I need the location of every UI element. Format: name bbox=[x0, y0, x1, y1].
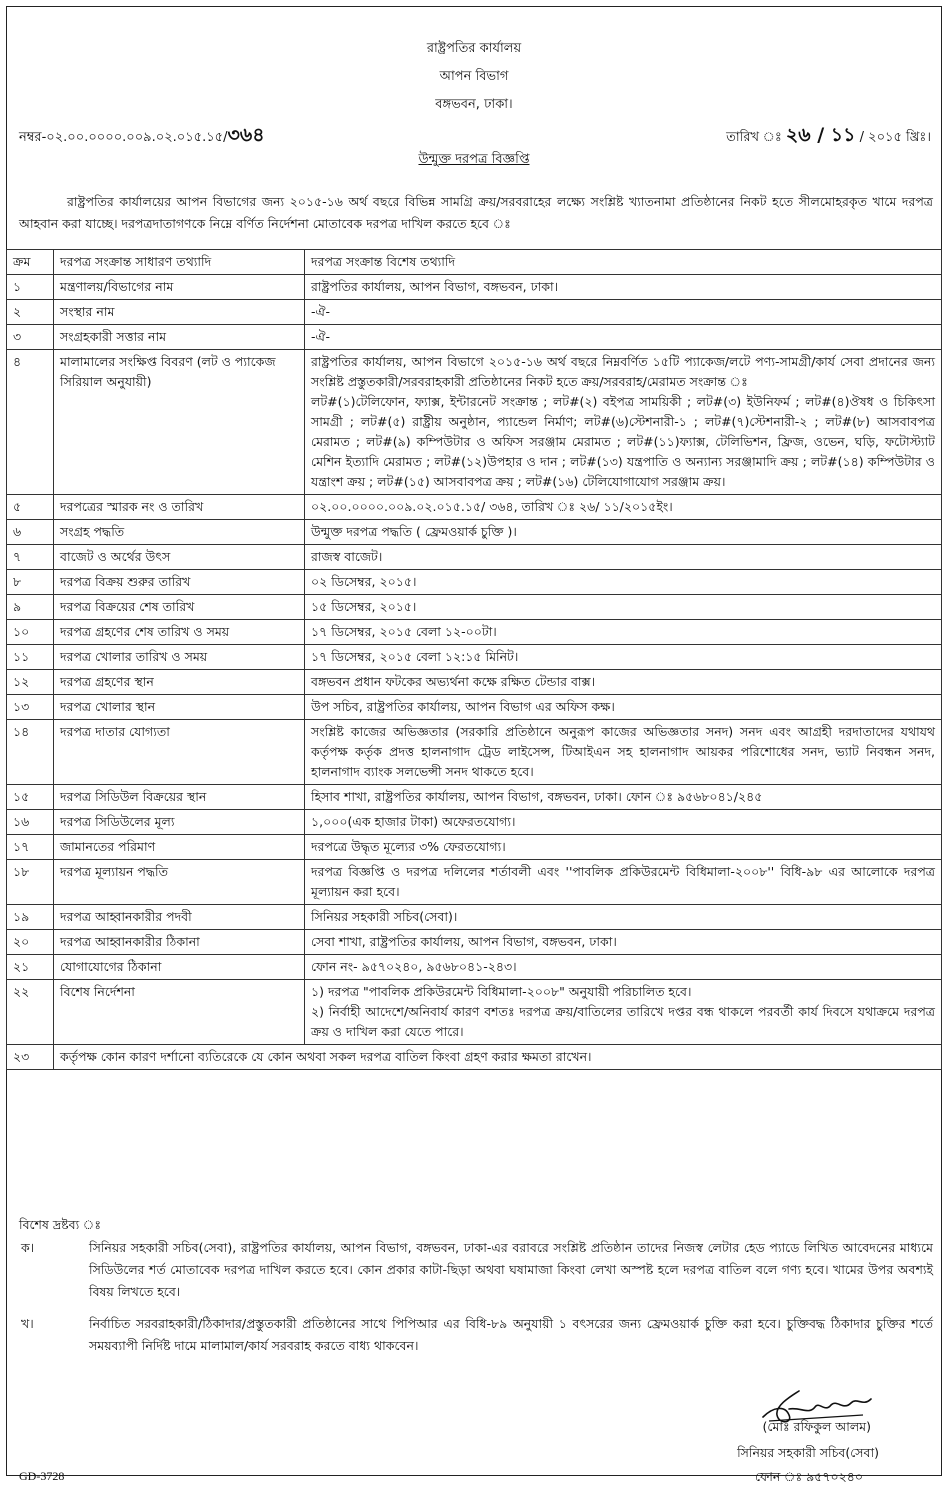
row-key: বাজেট ও অর্থের উৎস bbox=[54, 545, 305, 570]
table-row bbox=[7, 810, 942, 835]
table-row bbox=[7, 955, 942, 980]
table-row bbox=[7, 980, 942, 1045]
row-serial: ৬ bbox=[7, 520, 54, 545]
row-key: দরপত্র বিক্রয়ের শেষ তারিখ bbox=[54, 595, 305, 620]
signatory-name: (মোঃ রফিকুল আলম) bbox=[762, 1419, 871, 1434]
note-label: খ। bbox=[21, 1316, 34, 1331]
row-serial: ১২ bbox=[7, 670, 54, 695]
row-key: দরপত্র খোলার তারিখ ও সময় bbox=[54, 645, 305, 670]
table-row bbox=[7, 325, 942, 350]
table-row bbox=[7, 670, 942, 695]
row-key: মন্ত্রণালয়/বিভাগের নাম bbox=[54, 275, 305, 300]
lots-list: লট#(১)টেলিফোন, ফ্যাক্স, ইন্টারনেট সংক্রান্ত ; লট#(২) বইপত্র সাময়িকী ; লট#(৩) ইউনিফর্ম ; লট#(৪)ঔষধ ও চিকিৎসা সামগ্রী ; লট#(৫) রাষ্ট্রীয় অনুষ্ঠান, প্যান্ডেল নির্মাণ; লট#(৬)স্টেশনারী-১ ; লট#(৭)স্টেশনারী-২ ; লট#(৮) আসবাবপত্র মেরামত ; লট#(৯) কম্পিউটার ও অফিস সরঞ্জাম মেরামত ; লট#(১১)ফ্যাক্স, টেলিভিশন, ফ্রিজ, ওভেন, ঘড়ি, ফটোস্ট্যাট মেশিন ইত্যাদি মেরামত ; লট#(১২)উপহার ও দান ; লট#(১৩) যন্ত্রপাতি ও অন্যান্য সরঞ্জামাদি ক্রয় ; লট#(১৪) কম্পিউটার ও যন্ত্রাংশ ক্রয় ; লট#(১৫) আসবাবপত্র ক্রয় ; লট#(১৬) টেলিযোগাযোগ সরঞ্জাম ক্রয়। bbox=[311, 394, 935, 489]
row-serial: ২০ bbox=[7, 930, 54, 955]
memo-number bbox=[19, 121, 265, 153]
row-key: জামানতের পরিমাণ bbox=[54, 835, 305, 860]
note-text: সিনিয়র সহকারী সচিব(সেবা), রাষ্ট্রপতির কার্যালয়, আপন বিভাগ, বঙ্গভবন, ঢাকা-এর বরাবরে সংশ্লিষ্ট প্রতিষ্ঠান তাদের নিজস্ব লেটার হেড প্যাডে লিখিত আবেদনের মাধ্যমে সিডিউলের শর্ত মোতাবেক দরপত্র দাখিল করতে হবে। কোন প্রকার কাটা-ছিড়া অথবা ঘষামাজা কিংবা লেখা অস্পষ্ট হলে দরপত্র বাতিল বলে গণ্য হবে। খামের উপর অবশ্যই বিষয় লিখতে হবে। bbox=[89, 1240, 933, 1299]
row-serial: ৪ bbox=[7, 350, 54, 495]
row-key: দরপত্র দাতার যোগ্যতা bbox=[54, 720, 305, 785]
row-serial: ৫ bbox=[7, 495, 54, 520]
row-value: -ঐ- bbox=[305, 325, 942, 350]
table-row bbox=[7, 545, 942, 570]
special-note-kha bbox=[19, 1313, 933, 1357]
special-instruction-1: ১) দরপত্র "পাবলিক প্রকিউরমেন্ট বিধিমালা-২০০৮" অনুযায়ী পরিচালিত হবে। bbox=[311, 984, 692, 999]
row-value: কর্তৃপক্ষ কোন কারণ দর্শানো ব্যতিরেকে যে কোন অথবা সকল দরপত্র বাতিল কিংবা গ্রহণ করার ক্ষমতা রাখেন। bbox=[54, 1045, 942, 1070]
memo-handwritten-number: ৩৬৪ bbox=[227, 124, 265, 146]
special-note-ka bbox=[19, 1237, 933, 1303]
row-serial: ৭ bbox=[7, 545, 54, 570]
row-value: সংশ্লিষ্ট কাজের অভিজ্ঞতার (সরকারি প্রতিষ্ঠানে অনুরূপ কাজের অভিজ্ঞতার সনদ) সনদ এবং আগ্রহী দরদাতাদের যথাযথ কর্তৃপক্ষ কর্তৃক প্রদত্ত হালনাগাদ ট্রেড লাইসেন্স, টিআইএন সহ হালনাগাদ আয়কর পরিশোধের সনদ, ভ্যাট নিবন্ধন সনদ, হালনাগাদ ব্যাংক সলভেন্সী সনদ থাকতে হবে। bbox=[305, 720, 942, 785]
row-value: হিসাব শাখা, রাষ্ট্রপতির কার্যালয়, আপন বিভাগ, বঙ্গভবন, ঢাকা। ফোন ঃ ৯৫৬৮০৪১/২৪৫ bbox=[305, 785, 942, 810]
row-value bbox=[305, 980, 942, 1045]
office-address: বঙ্গভবন, ঢাকা। bbox=[435, 97, 513, 112]
row-key: দরপত্রের স্মারক নং ও তারিখ bbox=[54, 495, 305, 520]
row-key: দরপত্র খোলার স্থান bbox=[54, 695, 305, 720]
row-value: ১৫ ডিসেম্বর, ২০১৫। bbox=[305, 595, 942, 620]
special-notes-title: বিশেষ দ্রষ্টব্য ঃ bbox=[19, 1217, 102, 1232]
row-key: দরপত্র আহ্বানকারীর পদবী bbox=[54, 905, 305, 930]
table-row bbox=[7, 645, 942, 670]
row-value: ০২ ডিসেম্বর, ২০১৫। bbox=[305, 570, 942, 595]
row-key: সংস্থার নাম bbox=[54, 300, 305, 325]
row-key: সংগ্রহ পদ্ধতি bbox=[54, 520, 305, 545]
table-row bbox=[7, 520, 942, 545]
row-key: দরপত্র আহ্বানকারীর ঠিকানা bbox=[54, 930, 305, 955]
document-code: GD-3728 bbox=[19, 1469, 65, 1483]
office-name: রাষ্ট্রপতির কার্যালয় bbox=[426, 41, 522, 56]
tender-info-table bbox=[6, 249, 942, 1070]
row-key: দরপত্র গ্রহণের স্থান bbox=[54, 670, 305, 695]
row-serial: ৮ bbox=[7, 570, 54, 595]
row-key: দরপত্র সিডিউল বিক্রয়ের স্থান bbox=[54, 785, 305, 810]
row-serial: ১৮ bbox=[7, 860, 54, 905]
division-name: আপন বিভাগ bbox=[439, 69, 509, 84]
row-value: রাজস্ব বাজেট। bbox=[305, 545, 942, 570]
header-general-info: দরপত্র সংক্রান্ত সাধারণ তথ্যাদি bbox=[54, 250, 305, 275]
row-key: মালামালের সংক্ষিপ্ত বিবরণ (লট ও প্যাকেজ সিরিয়াল অনুযায়ী) bbox=[54, 350, 305, 495]
row-serial: ২১ bbox=[7, 955, 54, 980]
row-value: বঙ্গভবন প্রধান ফটকের অভ্যর্থনা কক্ষে রক্ষিত টেন্ডার বাক্স। bbox=[305, 670, 942, 695]
notice-page bbox=[6, 6, 942, 1484]
date-suffix: / ২০১৫ খ্রিঃ। bbox=[859, 130, 931, 145]
row-serial: ১৪ bbox=[7, 720, 54, 785]
table-row bbox=[7, 570, 942, 595]
row-serial: ১৭ bbox=[7, 835, 54, 860]
row-value: উপ সচিব, রাষ্ট্রপতির কার্যালয়, আপন বিভাগ এর অফিস কক্ষ। bbox=[305, 695, 942, 720]
table-row bbox=[7, 275, 942, 300]
row-serial: ১১ bbox=[7, 645, 54, 670]
table-row bbox=[7, 300, 942, 325]
table-row-authority bbox=[7, 1045, 942, 1070]
table-row bbox=[7, 495, 942, 520]
row-value: ফোন নং- ৯৫৭০২৪০, ৯৫৬৮০৪১-২৪৩। bbox=[305, 955, 942, 980]
row-value: দরপত্র বিজ্ঞপ্তি ও দরপত্র দলিলের শর্তাবলী এবং ''পাবলিক প্রকিউরমেন্ট বিধিমালা-২০০৮'' বিধি-৯৮ এর আলোকে দরপত্র মূল্যায়ন করা হবে। bbox=[305, 860, 942, 905]
table-header-row bbox=[7, 250, 942, 275]
row-key: দরপত্র গ্রহণের শেষ তারিখ ও সময় bbox=[54, 620, 305, 645]
row-value: -ঐ- bbox=[305, 300, 942, 325]
row-key: দরপত্র সিডিউলের মূল্য bbox=[54, 810, 305, 835]
row-serial: ২৩ bbox=[7, 1045, 54, 1070]
row-key: দরপত্র বিক্রয় শুরুর তারিখ bbox=[54, 570, 305, 595]
note-text: নির্বাচিত সরবরাহকারী/ঠিকাদার/প্রস্তুতকারী প্রতিষ্ঠানের সাথে পিপিআর এর বিধি-৮৯ অনুযায়ী ১ বৎসরের জন্য ফ্রেমওয়ার্ক চুক্তি করা হবে। চুক্তিবদ্ধ ঠিকাদার চুক্তির শর্তে সময়ব্যাপী নির্দিষ্ট দামে মালামাল/কার্য সরবরাহ করতে বাধ্য থাকবেন। bbox=[89, 1316, 933, 1353]
special-instruction-2: ২) নির্বাহী আদেশে/অনিবার্য কারণ বশতঃ দরপত্র ক্রয়/বাতিলের তারিখে দপ্তর বন্ধ থাকলে পরবর্তী কার্য দিবসে যথাক্রমে দরপত্র ক্রয় ও দাখিল করা যেতে পারে। bbox=[311, 1004, 935, 1039]
row-value: দরপত্রে উদ্ধৃত মূল্যের ৩% ফেরতযোগ্য। bbox=[305, 835, 942, 860]
table-row bbox=[7, 835, 942, 860]
lots-intro: রাষ্ট্রপতির কার্যালয়, আপন বিভাগে ২০১৫-১৬ অর্থ বছরে নিম্নবর্ণিত ১৫টি প্যাকেজ/লটে পণ্য-সামগ্রী/কার্য সেবা প্রদানের জন্য সংশ্লিষ্ট প্রস্তুতকারী/সরবরাহকারী প্রতিষ্ঠানের নিকট হতে ক্রয়/সরবরাহ/মেরামত সংক্রান্ত ঃ bbox=[311, 354, 935, 389]
row-value: ১,০০০(এক হাজার টাকা) অফেরতযোগ্য। bbox=[305, 810, 942, 835]
table-row bbox=[7, 930, 942, 955]
row-value: রাষ্ট্রপতির কার্যালয়, আপন বিভাগ, বঙ্গভবন, ঢাকা। bbox=[305, 275, 942, 300]
row-value: ১৭ ডিসেম্বর, ২০১৫ বেলা ১২-০০টা। bbox=[305, 620, 942, 645]
row-serial: ১৫ bbox=[7, 785, 54, 810]
table-row bbox=[7, 785, 942, 810]
table-row bbox=[7, 905, 942, 930]
row-serial: ১৩ bbox=[7, 695, 54, 720]
row-key: বিশেষ নির্দেশনা bbox=[54, 980, 305, 1045]
table-row bbox=[7, 350, 942, 495]
row-serial: ২২ bbox=[7, 980, 54, 1045]
note-label: ক। bbox=[21, 1240, 35, 1255]
table-row bbox=[7, 595, 942, 620]
signatory-phone: ফোন ঃ ৯৫৭০২৪০ bbox=[755, 1469, 863, 1484]
date-handwritten: ২৬ / ১১ bbox=[785, 124, 856, 146]
header-special-info: দরপত্র সংক্রান্ত বিশেষ তথ্যাদি bbox=[305, 250, 942, 275]
row-serial: ৩ bbox=[7, 325, 54, 350]
row-serial: ১৯ bbox=[7, 905, 54, 930]
row-serial: ৯ bbox=[7, 595, 54, 620]
signatory-designation: সিনিয়র সহকারী সচিব(সেবা) bbox=[737, 1445, 879, 1460]
notice-title: উন্মুক্ত দরপত্র বিজ্ঞপ্তি bbox=[418, 152, 530, 167]
header-serial: ক্রম bbox=[7, 250, 54, 275]
row-key: যোগাযোগের ঠিকানা bbox=[54, 955, 305, 980]
intro-paragraph: রাষ্ট্রপতির কার্যালয়ের আপন বিভাগের জন্য ২০১৫-১৬ অর্থ বছরে বিভিন্ন সামগ্রি ক্রয়/সরবরাহের লক্ষ্যে সংশ্লিষ্ট খ্যাতনামা প্রতিষ্ঠানের নিকট হতে সীলমোহরকৃত খামে দরপত্র আহবান করা যাচ্ছে। দরপত্রদাতাগণকে নিম্নে বর্ণিত নির্দেশনা মোতাবেক দরপত্র দাখিল করতে হবে ঃ bbox=[19, 194, 933, 231]
row-value: সিনিয়র সহকারী সচিব(সেবা)। bbox=[305, 905, 942, 930]
memo-prefix: নম্বর-০২.০০.০০০০.০০৯.০২.০১৫.১৫/ bbox=[19, 130, 228, 145]
row-value: উন্মুক্ত দরপত্র পদ্ধতি ( ফ্রেমওয়ার্ক চুক্তি )। bbox=[305, 520, 942, 545]
table-row bbox=[7, 695, 942, 720]
row-serial: ১০ bbox=[7, 620, 54, 645]
row-value: ১৭ ডিসেম্বর, ২০১৫ বেলা ১২:১৫ মিনিট। bbox=[305, 645, 942, 670]
row-value bbox=[305, 350, 942, 495]
row-serial: ১৬ bbox=[7, 810, 54, 835]
row-serial: ১ bbox=[7, 275, 54, 300]
row-key: দরপত্র মূল্যায়ন পদ্ধতি bbox=[54, 860, 305, 905]
signature-stroke bbox=[763, 1391, 871, 1422]
table-row bbox=[7, 720, 942, 785]
table-row bbox=[7, 860, 942, 905]
row-value: সেবা শাখা, রাষ্ট্রপতির কার্যালয়, আপন বিভাগ, বঙ্গভবন, ঢাকা। bbox=[305, 930, 942, 955]
row-key: সংগ্রহকারী সত্তার নাম bbox=[54, 325, 305, 350]
table-row bbox=[7, 620, 942, 645]
row-serial: ২ bbox=[7, 300, 54, 325]
row-value: ০২.০০.০০০০.০০৯.০২.০১৫.১৫/ ৩৬৪, তারিখ ঃ ২৬/ ১১/২০১৫ইং। bbox=[305, 495, 942, 520]
issue-date bbox=[726, 121, 931, 153]
date-label: তারিখ ঃ bbox=[726, 130, 782, 145]
